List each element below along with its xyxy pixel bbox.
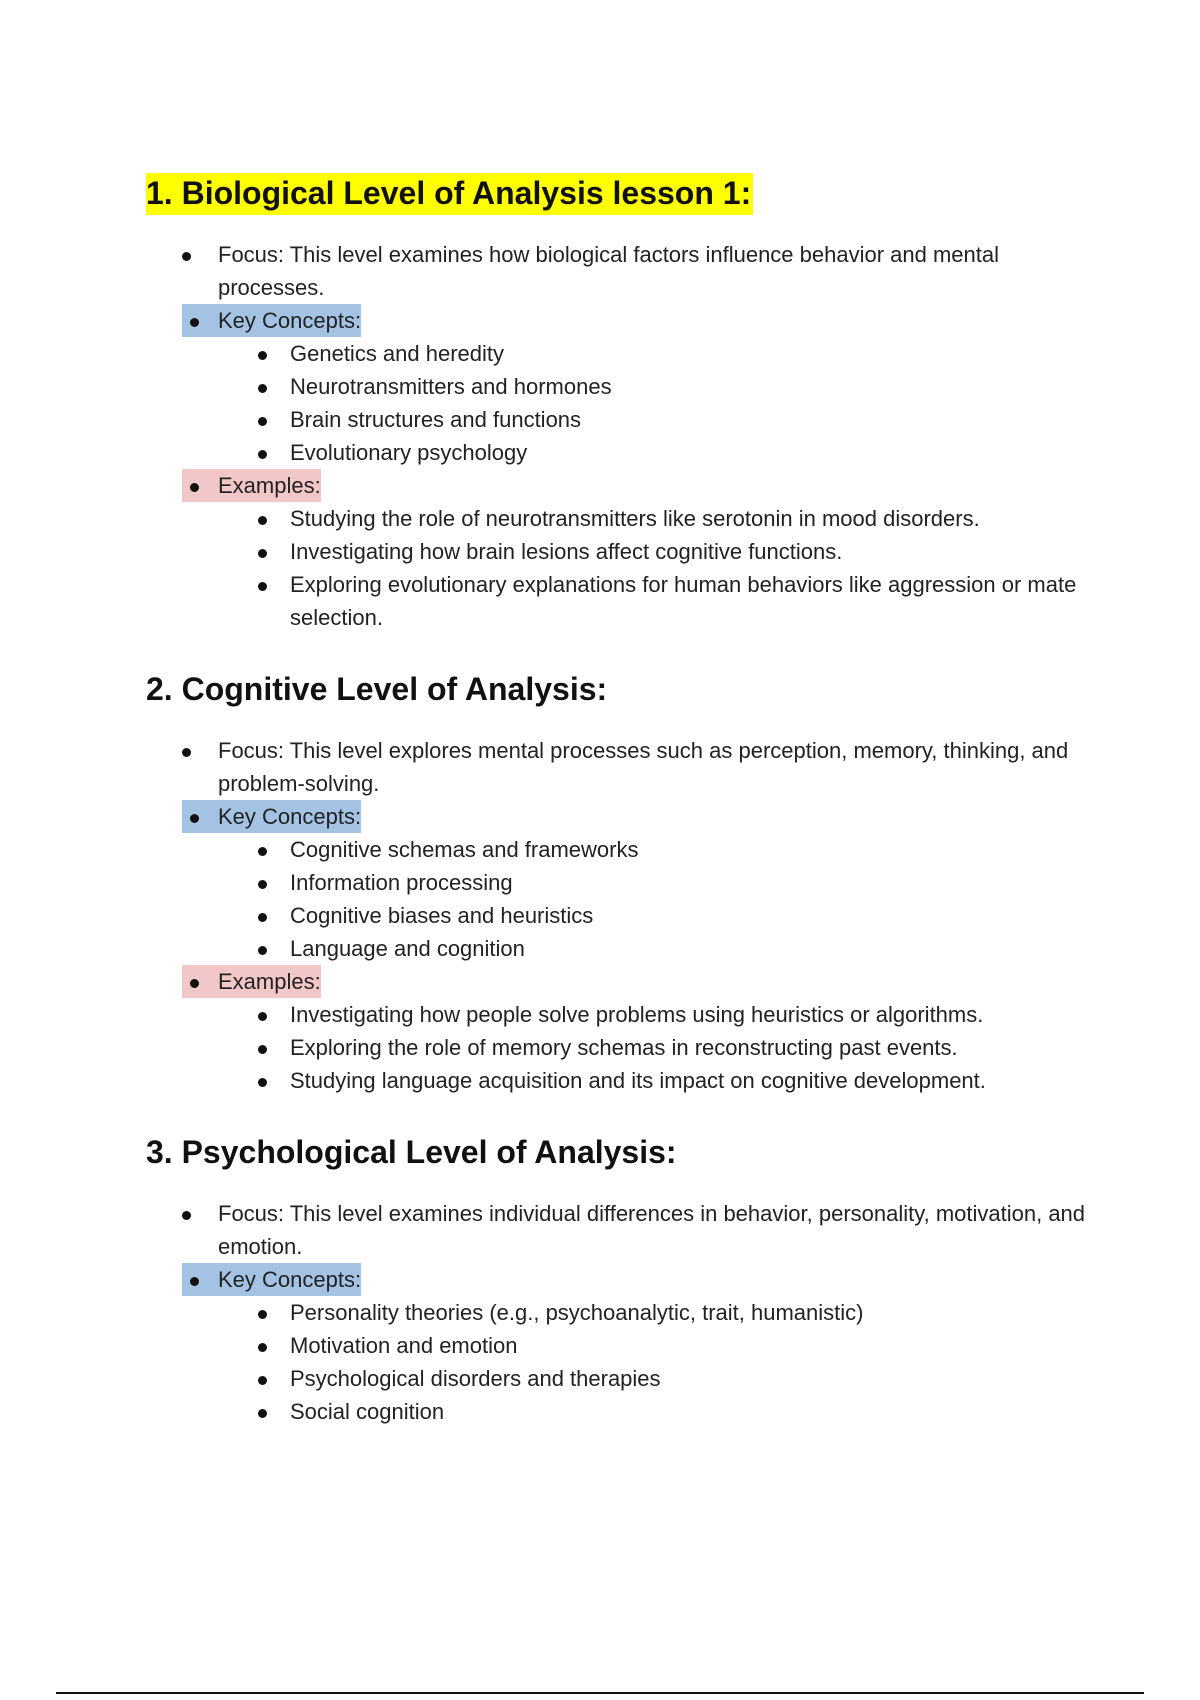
bullet-icon: [182, 1197, 196, 1230]
list-item-text: Psychological disorders and therapies: [290, 1366, 661, 1391]
examples-highlight: [182, 469, 321, 502]
list-item: [218, 1296, 1086, 1329]
focus-text: Focus: This level examines how biological factors influence behavior and mental processes.: [218, 242, 1000, 300]
bullet-icon: [258, 833, 272, 866]
key-concepts-item: [146, 1263, 1086, 1428]
bullet-icon: [258, 436, 272, 469]
section-biological: [146, 170, 1086, 634]
list-item: [218, 833, 1086, 866]
list-item-text: Studying the role of neurotransmitters like serotonin in mood disorders.: [290, 506, 980, 531]
key-concepts-item: [146, 304, 1086, 469]
bullet-icon: [258, 403, 272, 436]
examples-item: [146, 965, 1086, 1097]
section-title: 1. Biological Level of Analysis lesson 1:: [146, 173, 753, 215]
focus-text: Focus: This level explores mental processes such as perception, memory, thinking, and problem-solving.: [218, 738, 1069, 796]
list-item-text: Studying language acquisition and its impact on cognitive development.: [290, 1068, 986, 1093]
key-concepts-highlight: [182, 1263, 361, 1296]
key-concepts-highlight: [182, 304, 361, 337]
list-item-text: Cognitive biases and heuristics: [290, 903, 594, 928]
bullet-icon: [258, 998, 272, 1031]
list-item: [218, 370, 1086, 403]
list-item-text: Exploring the role of memory schemas in reconstructing past events.: [290, 1035, 958, 1060]
key-concepts-highlight: [182, 800, 361, 833]
section-heading: [146, 1129, 1086, 1175]
list-item-text: Motivation and emotion: [290, 1333, 518, 1358]
bullet-icon: [258, 337, 272, 370]
key-concepts-list: [218, 833, 1086, 965]
bottom-divider: [56, 1692, 1144, 1694]
examples-list: [218, 998, 1086, 1097]
bullet-icon: [258, 1362, 272, 1395]
list-item-text: Cognitive schemas and frameworks: [290, 837, 639, 862]
list-item: [218, 998, 1086, 1031]
bullet-icon: [190, 1263, 204, 1296]
list-item: [218, 899, 1086, 932]
bullet-icon: [258, 1395, 272, 1428]
list-item: [218, 932, 1086, 965]
examples-label: Examples:: [218, 473, 321, 498]
bullet-icon: [258, 932, 272, 965]
section-title: 2. Cognitive Level of Analysis:: [146, 671, 608, 707]
section-psychological: [146, 1129, 1086, 1428]
list-item: [218, 436, 1086, 469]
list-item-text: Investigating how brain lesions affect cognitive functions.: [290, 539, 843, 564]
list-item: [218, 1395, 1086, 1428]
focus-item: [146, 238, 1086, 304]
examples-item: [146, 469, 1086, 634]
bullet-icon: [182, 734, 196, 767]
list-item-text: Investigating how people solve problems using heuristics or algorithms.: [290, 1002, 984, 1027]
section-list: [146, 238, 1086, 634]
key-concepts-label: Key Concepts:: [218, 308, 362, 333]
list-item-text: Language and cognition: [290, 936, 525, 961]
bullet-icon: [258, 568, 272, 601]
list-item-text: Neurotransmitters and hormones: [290, 374, 612, 399]
list-item: [218, 1064, 1086, 1097]
document-body: [146, 170, 1086, 1428]
bullet-icon: [258, 502, 272, 535]
bullet-icon: [258, 1329, 272, 1362]
list-item: [218, 1329, 1086, 1362]
list-item-text: Genetics and heredity: [290, 341, 505, 366]
list-item: [218, 502, 1086, 535]
bullet-icon: [258, 899, 272, 932]
list-item-text: Evolutionary psychology: [290, 440, 528, 465]
list-item: [218, 1362, 1086, 1395]
list-item-text: Social cognition: [290, 1399, 445, 1424]
list-item-text: Brain structures and functions: [290, 407, 582, 432]
list-item-text: Information processing: [290, 870, 513, 895]
list-item: [218, 535, 1086, 568]
key-concepts-list: [218, 1296, 1086, 1428]
list-item: [218, 568, 1086, 634]
section-heading: [146, 666, 1086, 712]
focus-text: Focus: This level examines individual differences in behavior, personality, motivation, and emotion.: [218, 1201, 1086, 1259]
bullet-icon: [258, 535, 272, 568]
bullet-icon: [182, 238, 196, 271]
bullet-icon: [190, 965, 204, 998]
bullet-icon: [258, 1031, 272, 1064]
examples-highlight: [182, 965, 321, 998]
bullet-icon: [190, 800, 204, 833]
focus-item: [146, 734, 1086, 800]
key-concepts-list: [218, 337, 1086, 469]
section-cognitive: [146, 666, 1086, 1097]
list-item-text: Exploring evolutionary explanations for human behaviors like aggression or mate selection.: [290, 572, 1077, 630]
key-concepts-label: Key Concepts:: [218, 804, 362, 829]
section-list: [146, 1197, 1086, 1428]
section-heading: [146, 170, 1086, 216]
examples-label: Examples:: [218, 969, 321, 994]
focus-item: [146, 1197, 1086, 1263]
bullet-icon: [258, 866, 272, 899]
examples-list: [218, 502, 1086, 634]
bullet-icon: [190, 304, 204, 337]
list-item-text: Personality theories (e.g., psychoanalytic, trait, humanistic): [290, 1300, 864, 1325]
section-title: 3. Psychological Level of Analysis:: [146, 1134, 677, 1170]
list-item: [218, 337, 1086, 370]
bullet-icon: [190, 469, 204, 502]
key-concepts-item: [146, 800, 1086, 965]
list-item: [218, 866, 1086, 899]
section-list: [146, 734, 1086, 1097]
bullet-icon: [258, 1296, 272, 1329]
list-item: [218, 1031, 1086, 1064]
bullet-icon: [258, 1064, 272, 1097]
list-item: [218, 403, 1086, 436]
bullet-icon: [258, 370, 272, 403]
key-concepts-label: Key Concepts:: [218, 1267, 362, 1292]
